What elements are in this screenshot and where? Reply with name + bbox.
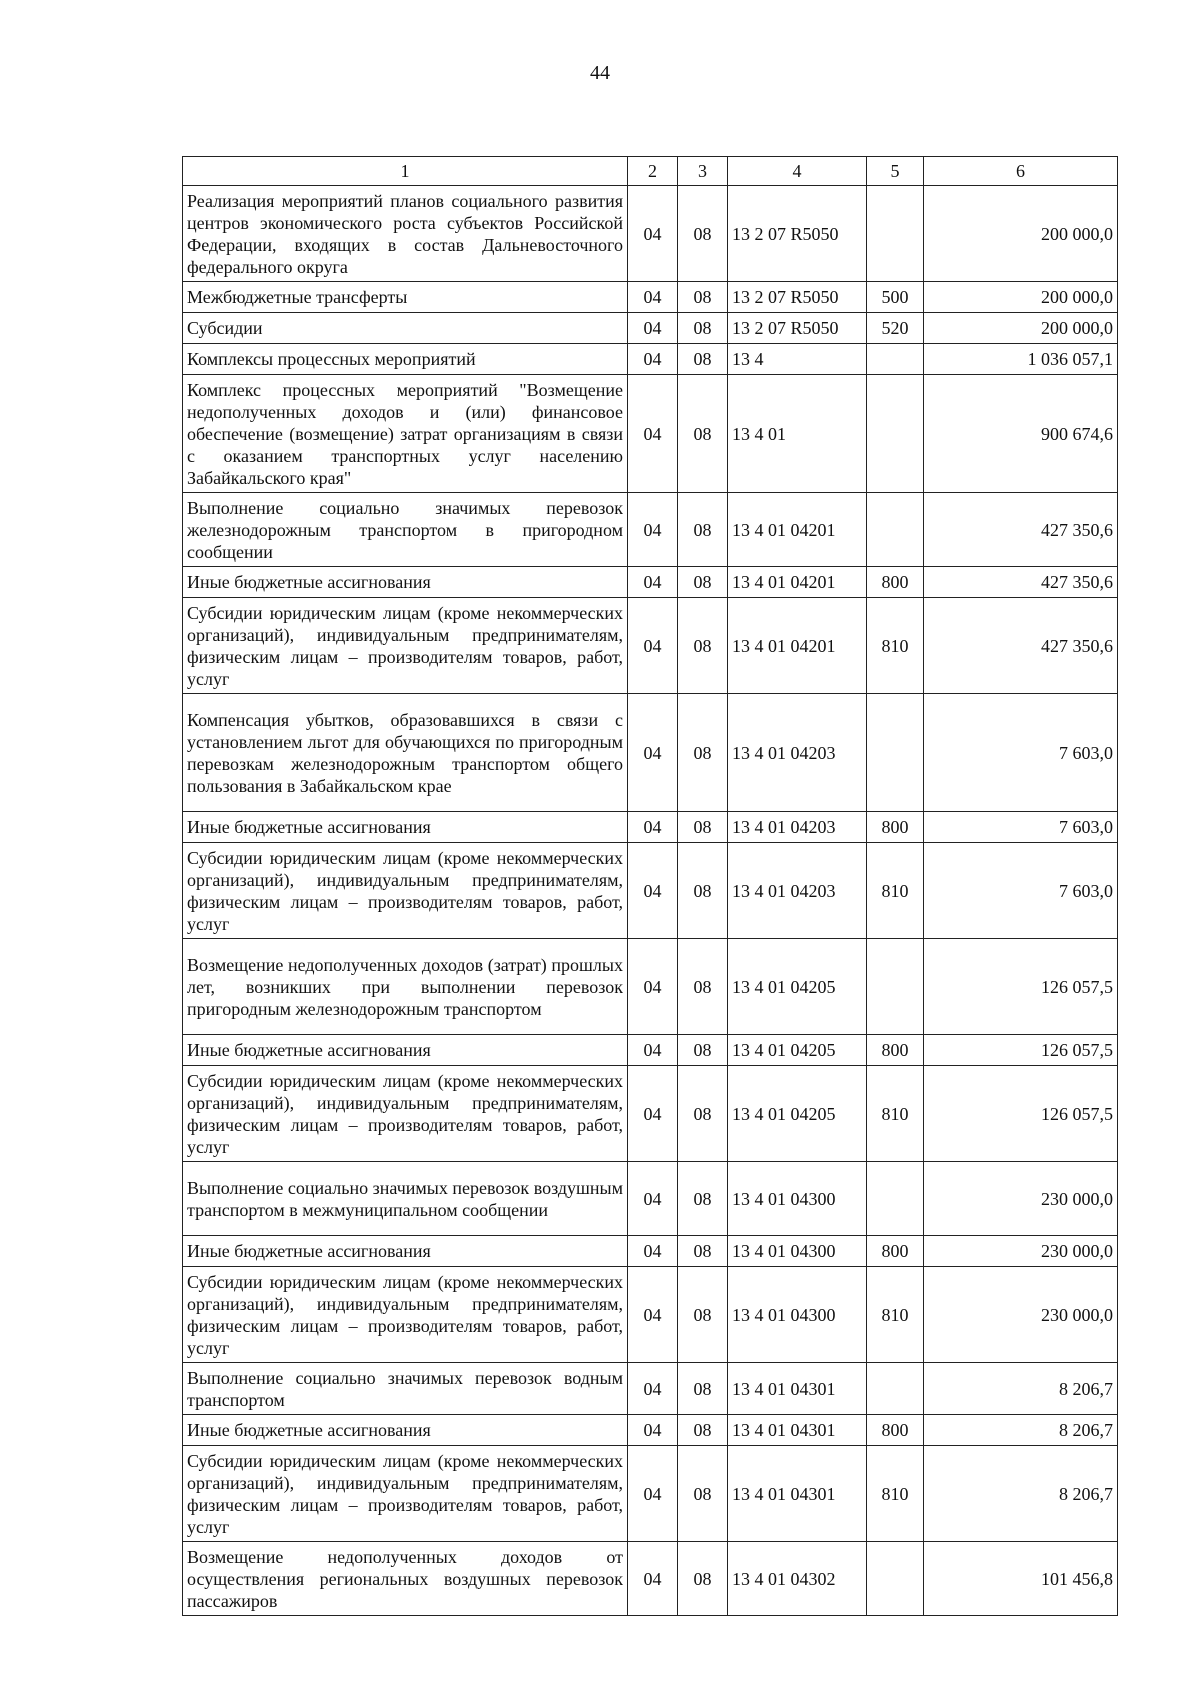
row-amount: 230 000,0 — [924, 1267, 1118, 1363]
row-subsection: 08 — [678, 1236, 728, 1267]
row-name: Возмещение недополученных доходов (затрат) прошлых лет, возникших при выполнении перевозок пригородным железнодорожным транспортом — [183, 939, 628, 1035]
table-row — [183, 282, 1118, 313]
row-subsection: 08 — [678, 567, 728, 598]
row-subsection: 08 — [678, 313, 728, 344]
row-section: 04 — [628, 1035, 678, 1066]
row-target-code: 13 4 01 04301 — [728, 1415, 867, 1446]
table-row — [183, 1542, 1118, 1616]
row-section: 04 — [628, 313, 678, 344]
budget-table — [182, 156, 1118, 1616]
row-name: Компенсация убытков, образовавшихся в связи с установлением льгот для обучающихся по пригородным перевозкам железнодорожным транспортом общего пользования в Забайкальском крае — [183, 694, 628, 812]
table-row — [183, 1066, 1118, 1162]
row-amount: 126 057,5 — [924, 1035, 1118, 1066]
row-expense-type: 520 — [867, 313, 924, 344]
table-row — [183, 1236, 1118, 1267]
row-expense-type — [867, 375, 924, 493]
row-subsection: 08 — [678, 939, 728, 1035]
row-expense-type — [867, 186, 924, 282]
row-amount: 126 057,5 — [924, 939, 1118, 1035]
row-expense-type: 800 — [867, 812, 924, 843]
row-expense-type — [867, 493, 924, 567]
row-section: 04 — [628, 843, 678, 939]
table-row — [183, 186, 1118, 282]
row-target-code: 13 4 01 04205 — [728, 939, 867, 1035]
row-target-code: 13 4 01 04205 — [728, 1035, 867, 1066]
row-section: 04 — [628, 812, 678, 843]
table-row — [183, 344, 1118, 375]
row-expense-type — [867, 1363, 924, 1415]
row-name: Субсидии юридическим лицам (кроме некоммерческих организаций), индивидуальным предпринимателям, физическим лицам – производителям товаров, работ, услуг — [183, 598, 628, 694]
row-expense-type: 810 — [867, 598, 924, 694]
row-name: Выполнение социально значимых перевозок водным транспортом — [183, 1363, 628, 1415]
row-target-code: 13 4 01 04300 — [728, 1236, 867, 1267]
row-expense-type: 800 — [867, 567, 924, 598]
row-amount: 101 456,8 — [924, 1542, 1118, 1616]
row-expense-type: 800 — [867, 1035, 924, 1066]
row-amount: 200 000,0 — [924, 282, 1118, 313]
row-name: Субсидии юридическим лицам (кроме некоммерческих организаций), индивидуальным предпринимателям, физическим лицам – производителям товаров, работ, услуг — [183, 843, 628, 939]
table-row — [183, 1363, 1118, 1415]
row-amount: 427 350,6 — [924, 598, 1118, 694]
row-section: 04 — [628, 939, 678, 1035]
row-expense-type — [867, 1542, 924, 1616]
row-subsection: 08 — [678, 1162, 728, 1236]
row-name: Возмещение недополученных доходов от осуществления региональных воздушных перевозок пассажиров — [183, 1542, 628, 1616]
row-target-code: 13 4 01 04205 — [728, 1066, 867, 1162]
row-amount: 8 206,7 — [924, 1363, 1118, 1415]
row-section: 04 — [628, 1446, 678, 1542]
row-target-code: 13 2 07 R5050 — [728, 282, 867, 313]
table-row — [183, 812, 1118, 843]
row-name: Субсидии юридическим лицам (кроме некоммерческих организаций), индивидуальным предпринимателям, физическим лицам – производителям товаров, работ, услуг — [183, 1446, 628, 1542]
row-expense-type: 800 — [867, 1236, 924, 1267]
row-amount: 8 206,7 — [924, 1415, 1118, 1446]
row-target-code: 13 4 01 04201 — [728, 493, 867, 567]
row-target-code: 13 4 01 04201 — [728, 598, 867, 694]
table-row — [183, 567, 1118, 598]
row-target-code: 13 4 01 04203 — [728, 694, 867, 812]
row-expense-type: 810 — [867, 1066, 924, 1162]
row-name: Субсидии юридическим лицам (кроме некоммерческих организаций), индивидуальным предпринимателям, физическим лицам – производителям товаров, работ, услуг — [183, 1267, 628, 1363]
row-section: 04 — [628, 598, 678, 694]
row-amount: 230 000,0 — [924, 1162, 1118, 1236]
table-row — [183, 313, 1118, 344]
row-amount: 230 000,0 — [924, 1236, 1118, 1267]
header-col-2: 2 — [628, 157, 678, 186]
row-amount: 7 603,0 — [924, 694, 1118, 812]
row-section: 04 — [628, 1415, 678, 1446]
row-expense-type — [867, 1162, 924, 1236]
table-row — [183, 493, 1118, 567]
row-amount: 126 057,5 — [924, 1066, 1118, 1162]
row-amount: 427 350,6 — [924, 567, 1118, 598]
row-expense-type: 810 — [867, 1446, 924, 1542]
table-row — [183, 598, 1118, 694]
row-target-code: 13 4 01 04301 — [728, 1363, 867, 1415]
table-row — [183, 1035, 1118, 1066]
row-amount: 200 000,0 — [924, 186, 1118, 282]
row-name: Комплекс процессных мероприятий "Возмещение недополученных доходов и (или) финансовое обеспечение (возмещение) затрат организациям в связи с оказанием транспортных услуг населению Забайкальского края" — [183, 375, 628, 493]
row-target-code: 13 4 01 04203 — [728, 843, 867, 939]
table-row — [183, 1162, 1118, 1236]
row-section: 04 — [628, 1236, 678, 1267]
header-col-4: 4 — [728, 157, 867, 186]
row-amount: 900 674,6 — [924, 375, 1118, 493]
row-subsection: 08 — [678, 375, 728, 493]
row-name: Межбюджетные трансферты — [183, 282, 628, 313]
row-section: 04 — [628, 1162, 678, 1236]
row-name: Иные бюджетные ассигнования — [183, 812, 628, 843]
row-subsection: 08 — [678, 1415, 728, 1446]
table-header-row — [183, 157, 1118, 186]
row-target-code: 13 4 — [728, 344, 867, 375]
row-target-code: 13 4 01 — [728, 375, 867, 493]
row-name: Иные бюджетные ассигнования — [183, 1236, 628, 1267]
row-subsection: 08 — [678, 1542, 728, 1616]
row-target-code: 13 4 01 04300 — [728, 1162, 867, 1236]
row-amount: 427 350,6 — [924, 493, 1118, 567]
table-row — [183, 1415, 1118, 1446]
header-col-1: 1 — [183, 157, 628, 186]
table-row — [183, 694, 1118, 812]
table-row — [183, 939, 1118, 1035]
row-subsection: 08 — [678, 812, 728, 843]
row-target-code: 13 2 07 R5050 — [728, 313, 867, 344]
row-section: 04 — [628, 493, 678, 567]
row-subsection: 08 — [678, 694, 728, 812]
row-section: 04 — [628, 567, 678, 598]
row-section: 04 — [628, 186, 678, 282]
row-name: Иные бюджетные ассигнования — [183, 567, 628, 598]
row-expense-type — [867, 694, 924, 812]
row-name: Субсидии — [183, 313, 628, 344]
row-name: Субсидии юридическим лицам (кроме некоммерческих организаций), индивидуальным предпринимателям, физическим лицам – производителям товаров, работ, услуг — [183, 1066, 628, 1162]
row-expense-type: 810 — [867, 843, 924, 939]
header-col-6: 6 — [924, 157, 1118, 186]
row-section: 04 — [628, 694, 678, 812]
row-target-code: 13 4 01 04300 — [728, 1267, 867, 1363]
row-target-code: 13 4 01 04301 — [728, 1446, 867, 1542]
row-target-code: 13 4 01 04302 — [728, 1542, 867, 1616]
row-amount: 1 036 057,1 — [924, 344, 1118, 375]
table-row — [183, 375, 1118, 493]
row-section: 04 — [628, 344, 678, 375]
row-name: Комплексы процессных мероприятий — [183, 344, 628, 375]
row-amount: 7 603,0 — [924, 843, 1118, 939]
header-col-5: 5 — [867, 157, 924, 186]
row-name: Выполнение социально значимых перевозок воздушным транспортом в межмуниципальном сообщении — [183, 1162, 628, 1236]
row-subsection: 08 — [678, 493, 728, 567]
row-subsection: 08 — [678, 186, 728, 282]
row-subsection: 08 — [678, 1035, 728, 1066]
row-name: Выполнение социально значимых перевозок железнодорожным транспортом в пригородном сообщении — [183, 493, 628, 567]
row-section: 04 — [628, 282, 678, 313]
row-name: Реализация мероприятий планов социального развития центров экономического роста субъектов Российской Федерации, входящих в состав Дальневосточного федерального округа — [183, 186, 628, 282]
row-name: Иные бюджетные ассигнования — [183, 1415, 628, 1446]
row-expense-type: 500 — [867, 282, 924, 313]
row-subsection: 08 — [678, 1066, 728, 1162]
row-expense-type: 800 — [867, 1415, 924, 1446]
row-target-code: 13 4 01 04201 — [728, 567, 867, 598]
page-number: 44 — [590, 62, 610, 84]
row-subsection: 08 — [678, 344, 728, 375]
row-section: 04 — [628, 1267, 678, 1363]
row-section: 04 — [628, 1542, 678, 1616]
row-amount: 8 206,7 — [924, 1446, 1118, 1542]
row-name: Иные бюджетные ассигнования — [183, 1035, 628, 1066]
header-col-3: 3 — [678, 157, 728, 186]
row-expense-type — [867, 344, 924, 375]
row-subsection: 08 — [678, 1363, 728, 1415]
row-target-code: 13 2 07 R5050 — [728, 186, 867, 282]
row-subsection: 08 — [678, 598, 728, 694]
row-amount: 7 603,0 — [924, 812, 1118, 843]
row-expense-type: 810 — [867, 1267, 924, 1363]
row-expense-type — [867, 939, 924, 1035]
row-subsection: 08 — [678, 843, 728, 939]
row-subsection: 08 — [678, 1446, 728, 1542]
table-row — [183, 1446, 1118, 1542]
row-section: 04 — [628, 1363, 678, 1415]
table-row — [183, 843, 1118, 939]
row-section: 04 — [628, 1066, 678, 1162]
row-subsection: 08 — [678, 282, 728, 313]
row-target-code: 13 4 01 04203 — [728, 812, 867, 843]
row-subsection: 08 — [678, 1267, 728, 1363]
row-section: 04 — [628, 375, 678, 493]
row-amount: 200 000,0 — [924, 313, 1118, 344]
table-row — [183, 1267, 1118, 1363]
